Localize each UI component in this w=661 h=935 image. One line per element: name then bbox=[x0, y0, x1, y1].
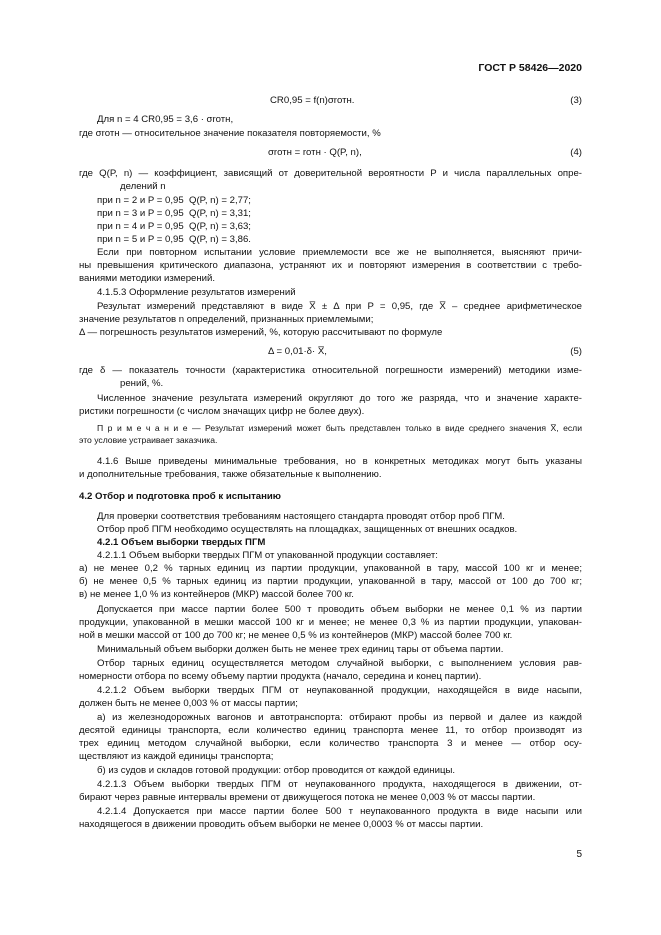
text-line: 4.2.1.4 Допускается при массе партии более 500 т неупакованного продукта в виде насыпи или bbox=[97, 806, 582, 817]
equation-4-number: (4) bbox=[570, 147, 582, 158]
text-line: ны превышения критического диапазона, устраняют их и повторяют измерения в соответствии с требо- bbox=[79, 260, 582, 271]
equation-3-number: (3) bbox=[570, 95, 582, 106]
standard-header: ГОСТ Р 58426—2020 bbox=[478, 62, 582, 74]
text-line: должен быть не менее 0,003 % от массы партии; bbox=[79, 698, 298, 709]
text-line: ваниями методики измерений. bbox=[79, 273, 216, 284]
text-line: Δ — погрешность результатов измерений, %, которую рассчитывают по формуле bbox=[79, 327, 443, 338]
text-line: трех единиц методом случайной выборки, если количество транспорта 3 и менее — отбор осу- bbox=[79, 738, 582, 749]
case-line: при n = 3 и P = 0,95 Q(P, n) = 3,31; bbox=[97, 208, 251, 219]
text-line: Отбор тарных единиц осуществляется методом случайной выборки, с выполнением условия рав- bbox=[97, 658, 582, 669]
section-heading: 4.2 Отбор и подготовка проб к испытанию bbox=[79, 491, 281, 502]
text-line: Отбор проб ПГМ необходимо осуществлять на площадках, защищенных от внешних осадков. bbox=[97, 524, 518, 535]
text-line: делений n bbox=[120, 181, 166, 192]
page-number: 5 bbox=[576, 849, 582, 860]
note-line: это условие устраивает заказчика. bbox=[79, 435, 218, 445]
text-line: бирают через равные интервалы времени от движущегося потока не менее 0,003 % от массы партии. bbox=[79, 792, 536, 803]
subsection-title: 4.1.5.3 Оформление результатов измерений bbox=[97, 287, 296, 298]
text-line: б) из судов и складов готовой продукции: отбор проводится от каждой единицы. bbox=[97, 765, 456, 776]
text-line: Для проверки соответствия требованиям настоящего стандарта проводят отбор проб ПГМ. bbox=[97, 511, 505, 522]
text-line: 4.1.6 Выше приведены минимальные требования, но в конкретных методиках могут быть указаны bbox=[97, 456, 582, 467]
text-line: десятой единицы транспорта, если количество единиц транспорта менее 11, то отбор производят из bbox=[79, 725, 582, 736]
text-line: Численное значение результата измерений округляют до того же разряда, что и значение характе- bbox=[97, 393, 582, 404]
text-line: 4.2.1.3 Объем выборки твердых ПГМ от неупакованного продукта, находящегося в движении, от- bbox=[97, 779, 582, 790]
text-line: Для n = 4 CR0,95 = 3,6 · σrотн, bbox=[97, 114, 234, 125]
equation-4: σrотн = rотн · Q(P, n), bbox=[268, 147, 362, 158]
subsection-heading: 4.2.1 Объем выборки твердых ПГМ bbox=[97, 537, 266, 548]
text-line: а) не менее 0,2 % тарных единиц из партии продукции, упакованной в тару, массой 100 кг и менее; bbox=[79, 563, 582, 574]
text-line: б) не менее 0,5 % тарных единиц из партии продукции, упакованной в тару, массой от 100 до 700 кг; bbox=[79, 576, 582, 587]
note-line: П р и м е ч а н и е — Результат измерений может быть представлен только в виде среднего значения X̅, если bbox=[97, 423, 582, 433]
text-line: Минимальный объем выборки должен быть не менее трех единиц тары от объема партии. bbox=[97, 644, 504, 655]
text-line: 4.2.1.1 Объем выборки твердых ПГМ от упакованной продукции составляет: bbox=[97, 550, 438, 561]
text-line: 4.2.1.2 Объем выборки твердых ПГМ от неупакованной продукции, находящейся в виде насыпи, bbox=[97, 685, 582, 696]
text-line: а) из железнодорожных вагонов и автотранспорта: отбирают пробы из первой и далее из каждой bbox=[97, 712, 582, 723]
equation-5: Δ = 0,01·δ· X̅, bbox=[268, 346, 327, 357]
equation-5-number: (5) bbox=[570, 346, 582, 357]
text-line: ществляют из каждой единицы транспорта; bbox=[79, 751, 274, 762]
case-line: при n = 4 и P = 0,95 Q(P, n) = 3,63; bbox=[97, 221, 251, 232]
case-line: при n = 2 и P = 0,95 Q(P, n) = 2,77; bbox=[97, 195, 251, 206]
equation-3: CR0,95 = f(n)σrотн. bbox=[270, 95, 355, 106]
text-line: где σrотн — относительное значение показателя повторяемости, % bbox=[79, 128, 381, 139]
text-line: Если при повторном испытании условие приемлемости все же не выполняется, выясняют причи- bbox=[97, 247, 582, 258]
text-line: ной в мешки массой от 100 до 700 кг; не менее 0,5 % из контейнеров (МКР) массой более 700 кг. bbox=[79, 630, 513, 641]
text-line: где δ — показатель точности (характеристика относительной погрешности измерений) методики изме- bbox=[79, 365, 582, 376]
text-line: в) не менее 1,0 % из контейнеров (МКР) массой более 700 кг. bbox=[79, 589, 354, 600]
text-line: значение результатов n определений, признанных приемлемыми; bbox=[79, 314, 374, 325]
text-line: рений, %. bbox=[120, 378, 164, 389]
text-line: ристики погрешности (с числом значащих цифр не более двух). bbox=[79, 406, 365, 417]
text-line: номерности отбора по всему объему партии продукта (начало, середина и конец партии). bbox=[79, 671, 482, 682]
text-line: Допускается при массе партии более 500 т проводить объем выборки не менее 0,1 % из партии bbox=[97, 604, 582, 615]
text-line: и дополнительные требования, также обязательные к выполнению. bbox=[79, 469, 382, 480]
text-line: продукции, упакованной в мешки массой 100 кг и менее; не менее 0,3 % из партии продукции, упакован- bbox=[79, 617, 582, 628]
text-line: где Q(P, n) — коэффициент, зависящий от доверительной вероятности P и числа параллельных опре- bbox=[79, 168, 582, 179]
text-line: находящегося в движении проводить объем выборки не менее 0,0003 % от массы партии. bbox=[79, 819, 484, 830]
case-line: при n = 5 и P = 0,95 Q(P, n) = 3,86. bbox=[97, 234, 251, 245]
text-line: Результат измерений представляют в виде X̅ ± Δ при P = 0,95, где X̅ – среднее арифметическое bbox=[97, 301, 582, 312]
